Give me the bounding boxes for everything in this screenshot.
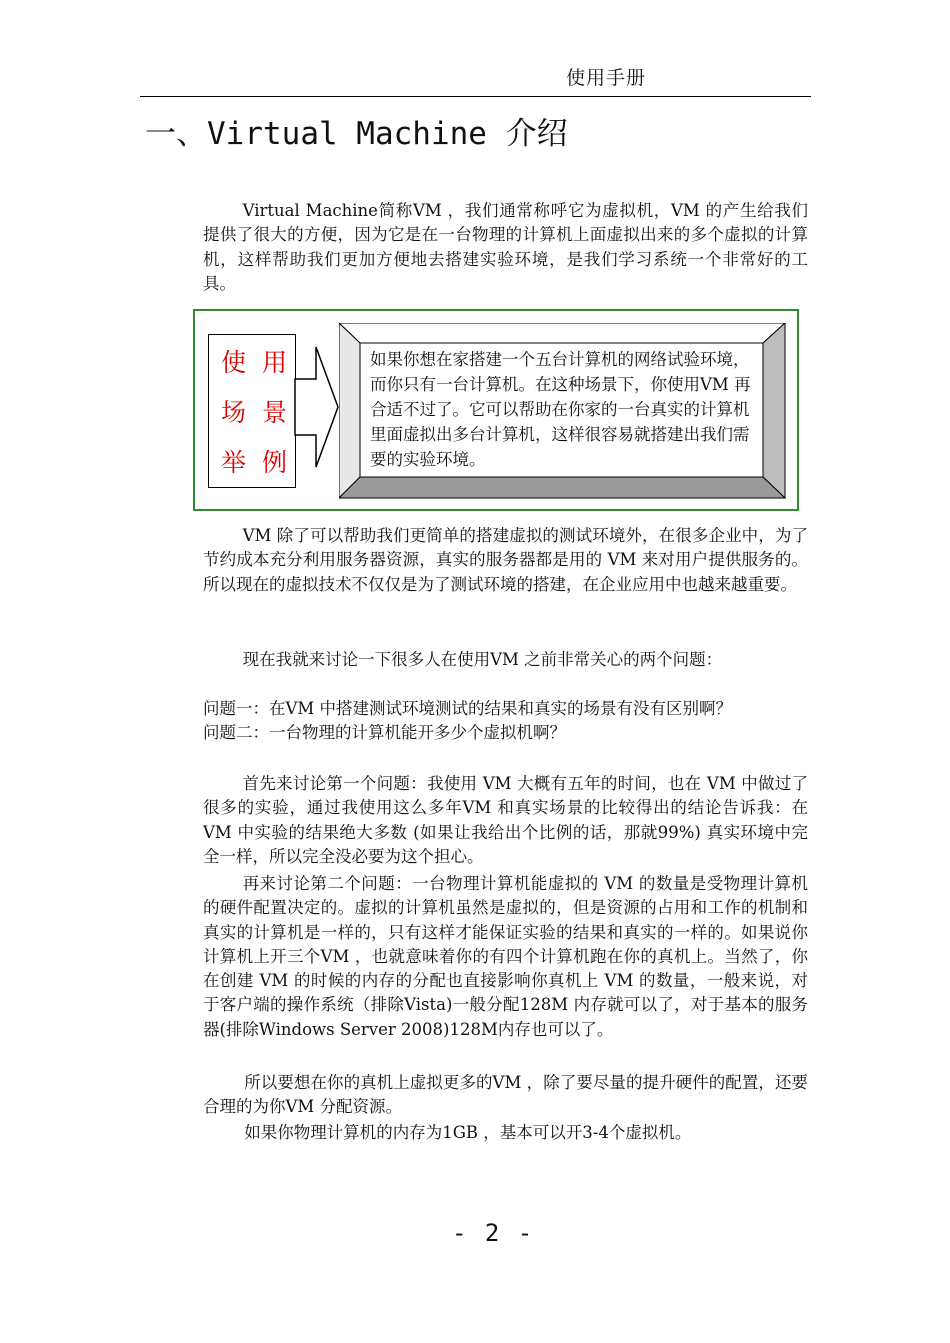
label-char: 例 xyxy=(261,448,287,477)
page-header-label: 使用手册 xyxy=(566,67,647,89)
memory-note: 如果你物理计算机的内存为1GB ，基本可以开3-4个虚拟机。 xyxy=(244,1123,692,1142)
intro-paragraph: Virtual Machine简称VM ，我们通常称呼它为虚拟机，VM 的产生给我们提供了很大的方便，因为它是在一台物理的计算机上面虚拟出来的多个虚拟的计算机，这样帮助我们更加方便地去搭建实验环境，是我们学习系统一个非常好的工具。 xyxy=(203,201,808,293)
scenario-label-line-1 xyxy=(221,343,287,379)
scenario-label-line-2 xyxy=(221,393,287,429)
question-2: 问题二：一台物理的计算机能开多少个虚拟机啊？ xyxy=(203,723,566,742)
scenario-text: 如果你想在家搭建一个五台计算机的网络试验环境，而你只有一台计算机。在这种场景下，你使用VM 再合适不过了。它可以帮助在你家的一台真实的计算机里面虚拟出多台计算机，这样很容易就搭建出我们需要的实验环境。 xyxy=(370,350,751,469)
page-number: - 2 - xyxy=(452,1219,535,1247)
label-char: 举 xyxy=(221,448,247,477)
scenario-label-box xyxy=(208,334,296,488)
answer-1-paragraph: 首先来讨论第一个问题：我使用 VM 大概有五年的时间，也在 VM 中做过了很多的实验，通过我使用这么多年VM 和真实场景的比较得出的结论告诉我：在VM 中实验的结果绝大多数 (如果让我给出个比例的话，那就99%) 真实环境中完全一样，所以完全没必要为这个担心。 xyxy=(203,774,808,866)
label-char: 使 xyxy=(221,348,247,377)
enterprise-paragraph: VM 除了可以帮助我们更简单的搭建虚拟的测试环境外，在很多企业中，为了节约成本充分利用服务器资源，真实的服务器都是用的 VM 来对用户提供服务的。所以现在的虚拟技术不仅仅是为了测试环境的搭建，在企业应用中也越来越重要。 xyxy=(203,526,808,594)
question-1: 问题一：在VM 中搭建测试环境测试的结果和真实的场景有没有区别啊？ xyxy=(203,699,733,718)
label-char: 景 xyxy=(261,398,287,427)
header-rule xyxy=(140,96,811,97)
label-char: 用 xyxy=(261,348,287,377)
label-char: 场 xyxy=(221,398,247,427)
answer-2-paragraph: 再来讨论第二个问题：一台物理计算机能虚拟的 VM 的数量是受物理计算机的硬件配置决定的。虚拟的计算机虽然是虚拟的，但是资源的占用和工作的机制和真实的计算机是一样的，只有这样才能保证实验的结果和真实的一样的。如果说你计算机上开三个VM ，也就意味着你的有四个计算机跑在你的真机上。当然了，你在创建 VM 的时候的内存的分配也直接影响你真机上 VM 的数量，一般来说，对于客户端的操作系统（排除Vista)一般分配128M 内存就可以了，对于基本的服务器(排除Windows Server 2008)128M内存也可以了。 xyxy=(203,874,808,1039)
scenario-label-line-3 xyxy=(221,443,287,479)
conclusion-paragraph: 所以要想在你的真机上虚拟更多的VM ，除了要尽量的提升硬件的配置，还要合理的为你VM 分配资源。 xyxy=(203,1073,808,1117)
section-title: 一、Virtual Machine 介绍 xyxy=(145,116,568,152)
discussion-intro: 现在我就来讨论一下很多人在使用VM 之前非常关心的两个问题： xyxy=(242,650,723,669)
right-arrow-icon xyxy=(294,345,340,469)
